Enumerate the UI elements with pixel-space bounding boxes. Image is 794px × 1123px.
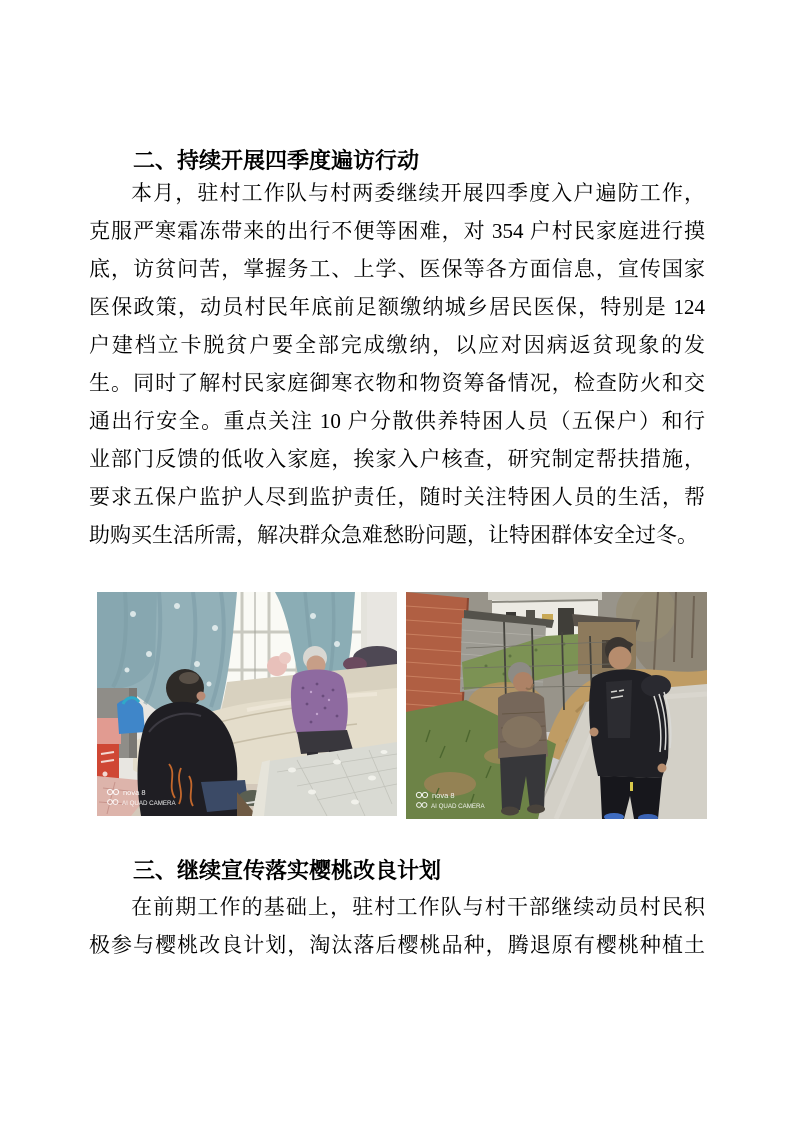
paragraph-line: 医保政策，动员村民年底前足额缴纳城乡居民医保，特别是 124	[89, 295, 705, 319]
paragraph-line: 本月，驻村工作队与村两委继续开展四季度入户遍防工作，	[131, 181, 705, 205]
home-visit-illustration	[97, 592, 397, 816]
photo-row	[89, 592, 709, 819]
photo-home-visit	[97, 592, 397, 816]
section-2-paragraph	[89, 174, 705, 554]
paragraph-line: 底，访贫问苦，掌握务工、上学、医保等各方面信息，宣传国家	[89, 257, 705, 281]
paragraph-line: 生。同时了解村民家庭御寒衣物和物资筹备情况，检查防火和交	[89, 371, 705, 395]
section-3-heading: 三、继续宣传落实樱桃改良计划	[133, 858, 442, 883]
paragraph-line: 克服严寒霜冻带来的出行不便等困难，对 354 户村民家庭进行摸	[89, 219, 705, 243]
watermark-brand: nova 8	[123, 788, 146, 797]
paragraph-line: 极参与樱桃改良计划，淘汰落后樱桃品种，腾退原有樱桃种植土	[89, 933, 705, 957]
document-content	[89, 0, 705, 1123]
watermark-camera: AI QUAD CAMERA	[431, 803, 485, 810]
photo-village-visit	[406, 592, 707, 819]
paragraph-line: 助购买生活所需，解决群众急难愁盼问题，让特困群体安全过冬。	[89, 523, 698, 547]
storage-boxes	[97, 718, 121, 782]
watermark-camera: AI QUAD CAMERA	[122, 800, 176, 807]
village-visit-illustration	[406, 592, 707, 819]
section-2-heading: 二、持续开展四季度遍访行动	[133, 148, 420, 173]
paragraph-line: 业部门反馈的低收入家庭，挨家入户核查，研究制定帮扶措施，	[89, 447, 705, 471]
paragraph-line: 户建档立卡脱贫户要全部完成缴纳，以应对因病返贫现象的发	[89, 333, 705, 357]
section-3-paragraph	[89, 888, 705, 964]
paragraph-line: 在前期工作的基础上，驻村工作队与村干部继续动员村民积	[131, 895, 705, 919]
watermark-brand: nova 8	[432, 791, 455, 800]
paragraph-line: 通出行安全。重点关注 10 户分散供养特困人员（五保户）和行	[89, 409, 705, 433]
paragraph-line: 要求五保户监护人尽到监护责任，随时关注特困人员的生活，帮	[89, 485, 705, 509]
